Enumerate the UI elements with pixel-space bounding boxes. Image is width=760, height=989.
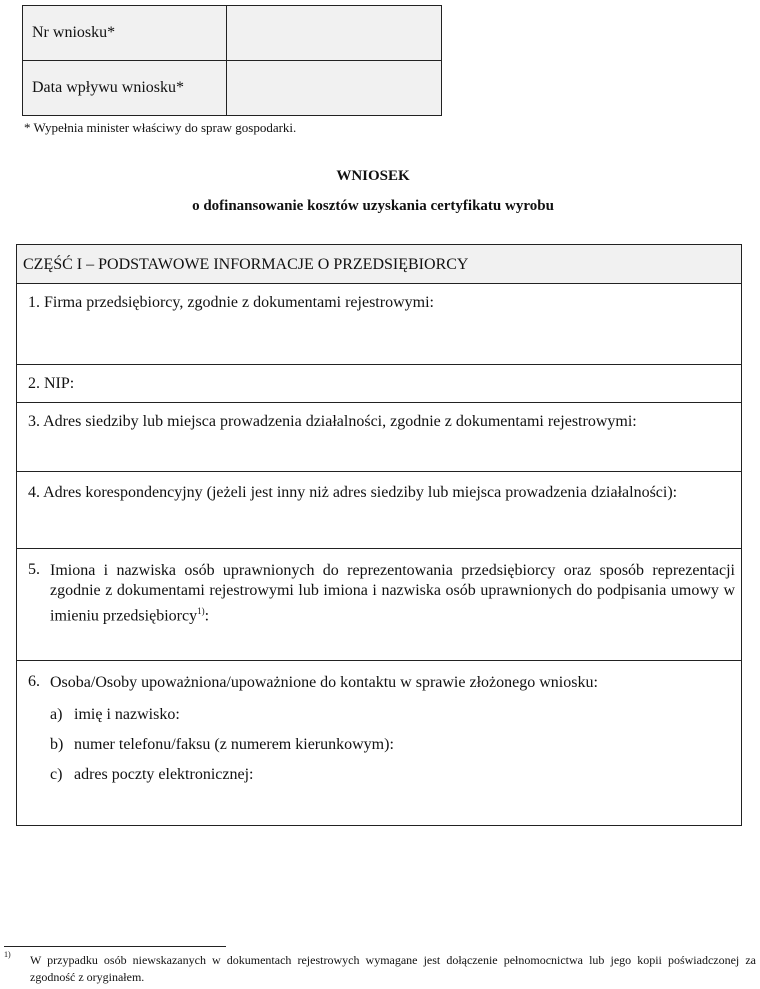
list-letter: c): [50, 766, 63, 783]
application-number-label: Nr wniosku*: [23, 6, 227, 61]
representatives-number: 5.: [28, 561, 40, 578]
document-title: WNIOSEK: [336, 168, 410, 184]
registry-note: * Wypełnia minister właściwy do spraw gospodarki.: [24, 120, 297, 135]
registry-row: [23, 61, 442, 116]
footnote-ref: 1): [197, 606, 205, 616]
contact-name-label: imię i nazwisko:: [74, 706, 180, 723]
application-number-field[interactable]: [227, 6, 442, 61]
contact-number: 6.: [28, 673, 40, 690]
nip-label: 2. NIP:: [28, 375, 75, 392]
receipt-date-field[interactable]: [227, 61, 442, 116]
company-name-label: 1. Firma przedsiębiorcy, zgodnie z dokumentami rejestrowymi:: [28, 294, 434, 311]
list-letter: a): [50, 706, 63, 723]
contact-email-item[interactable]: [50, 765, 394, 795]
document-subtitle: o dofinansowanie kosztów uzyskania certyfikatu wyrobu: [192, 198, 554, 214]
part1-header: CZĘŚĆ I – PODSTAWOWE INFORMACJE O PRZEDSIĘBIORCY: [17, 245, 741, 284]
registry-table: [22, 5, 442, 116]
footnote-divider: [4, 946, 226, 947]
receipt-date-label: Data wpływu wniosku*: [23, 61, 227, 116]
footnote: [4, 952, 756, 986]
representatives-label: [50, 561, 735, 626]
contact-phone-label: numer telefonu/faksu (z numerem kierunkowym):: [74, 736, 394, 753]
correspondence-address-field[interactable]: [17, 472, 741, 549]
footnote-mark: 1): [4, 950, 11, 959]
contact-sublist: [50, 705, 394, 795]
contact-name-item[interactable]: [50, 705, 394, 735]
registered-address-label: 3. Adres siedziby lub miejsca prowadzenia działalności, zgodnie z dokumentami rejestrowymi:: [28, 413, 637, 430]
representatives-text: Imiona i nazwiska osób uprawnionych do reprezentowania przedsiębiorcy oraz sposób reprezentacji zgodnie z dokumentami rejestrowymi lub imiona i nazwiska osób uprawnionych do podpisania umowy w imieniu przedsiębiorcy: [50, 562, 735, 625]
representatives-field[interactable]: [17, 549, 741, 661]
part1-form: [16, 244, 742, 826]
representatives-suffix: :: [204, 607, 210, 625]
contact-person-field: [17, 661, 741, 825]
registry-row: [23, 6, 442, 61]
registered-address-field[interactable]: [17, 403, 741, 472]
correspondence-address-label: 4. Adres korespondencyjny (jeżeli jest inny niż adres siedziby lub miejsca prowadzenia działalności):: [28, 484, 678, 501]
nip-field[interactable]: [17, 365, 741, 403]
list-letter: b): [50, 736, 64, 753]
company-name-field[interactable]: [17, 284, 741, 365]
contact-email-label: adres poczty elektronicznej:: [74, 766, 254, 783]
contact-phone-item[interactable]: [50, 735, 394, 765]
footnote-text: W przypadku osób niewskazanych w dokumentach rejestrowych wymagane jest dołączenie pełnomocnictwa lub jego kopii poświadczonej za zgodność z oryginałem.: [30, 953, 756, 984]
contact-label: Osoba/Osoby upoważniona/upoważnione do kontaktu w sprawie złożonego wniosku:: [50, 674, 598, 691]
